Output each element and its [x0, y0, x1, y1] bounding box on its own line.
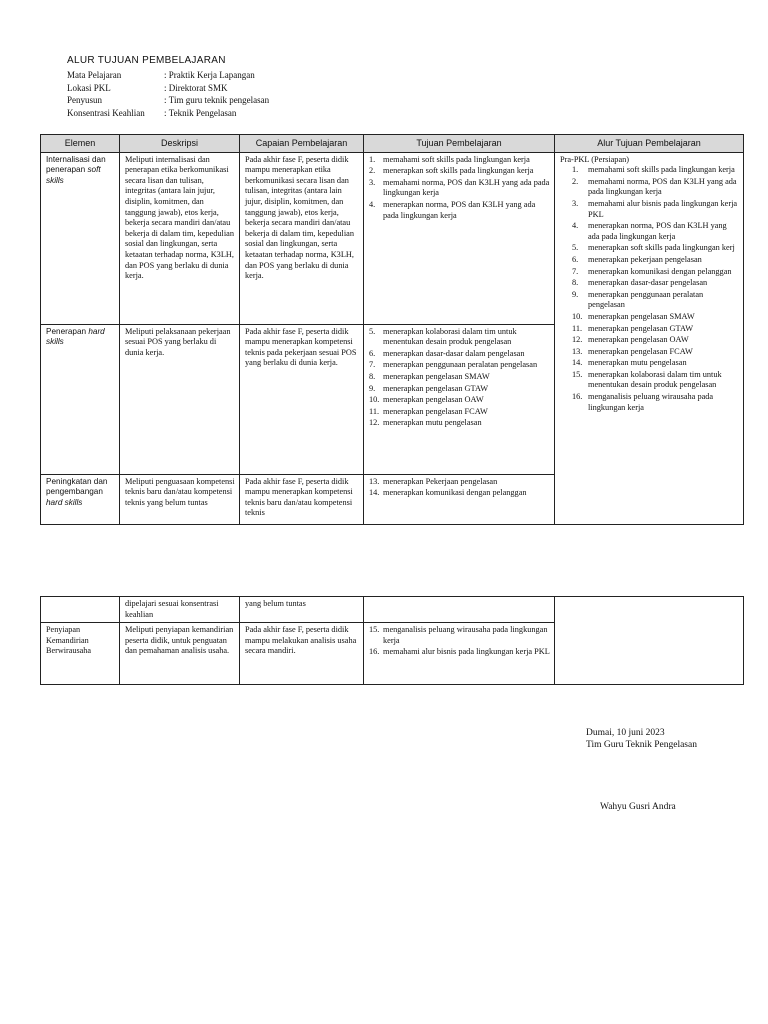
atp-cell [555, 152, 744, 524]
item-text: menerapkan penggunaan peralatan pengelasan [383, 360, 538, 370]
item-text: memahami alur bisnis pada lingkungan kerja PKL [588, 198, 738, 219]
item-number: 15. [572, 369, 583, 379]
learning-path-table [40, 134, 744, 525]
list-item [572, 335, 739, 346]
item-text: memahami soft skills pada lingkungan kerja [588, 165, 735, 175]
item-text: menerapkan penggunaan peralatan pengelasan [588, 289, 704, 310]
deskripsi-cell: Meliputi penyiapan kemandirian peserta didik, untuk penguatan dan pemahaman analisis usaha. [120, 623, 240, 685]
meta-key: Konsentrasi Keahlian [67, 107, 145, 118]
item-number: 12. [572, 335, 583, 345]
meta-row [67, 69, 269, 82]
deskripsi-cell: Meliputi penguasaan kompetensi teknis baru dan/atau kompetensi teknis yang belum tuntas [120, 474, 240, 524]
item-number: 10. [369, 395, 380, 405]
item-number: 9. [572, 289, 579, 299]
tujuan-list [369, 155, 550, 222]
meta-row [67, 107, 269, 120]
tujuan-cell [364, 623, 555, 685]
item-text: memahami norma, POS dan K3LH yang ada pada lingkungan kerja [588, 176, 737, 197]
meta-row [67, 82, 269, 95]
capaian-cell: yang belum tuntas [240, 597, 364, 623]
list-item [369, 647, 550, 658]
item-number: 16. [369, 647, 380, 657]
meta-value: Direktorat SMK [168, 82, 228, 93]
list-item [572, 290, 739, 311]
capaian-cell: Pada akhir fase F, peserta didik mampu menerapkan kompetensi teknis pada pekerjaan sesuai POS yang berlaku di dunia kerja. [240, 324, 364, 474]
list-item [369, 200, 550, 221]
item-number: 4. [572, 221, 579, 231]
item-number: 12. [369, 418, 380, 428]
item-number: 5. [572, 243, 579, 253]
header-capaian: Capaian Pembelajaran [240, 135, 364, 153]
header-deskripsi: Deskripsi [120, 135, 240, 153]
list-item [572, 324, 739, 335]
tujuan-list [369, 625, 550, 658]
deskripsi-cell: Meliputi pelaksanaan pekerjaan sesuai POS yang berlaku di dunia kerja. [120, 324, 240, 474]
list-item [572, 358, 739, 369]
list-item [369, 372, 550, 383]
list-item [369, 407, 550, 418]
list-item [572, 278, 739, 289]
item-text: menganalisis peluang wirausaha pada lingkungan kerja [588, 392, 714, 412]
list-item [572, 347, 739, 358]
item-text: menerapkan komunikasi dengan pelanggan [383, 488, 527, 498]
item-text: menerapkan kolaborasi dalam tim untuk menentukan desain produk pengelasan [383, 326, 517, 347]
item-number: 15. [369, 625, 380, 634]
list-item [572, 243, 739, 254]
list-item [572, 370, 739, 391]
signature-place-date: Dumai, 10 juni 2023 [586, 728, 665, 738]
table-row [41, 597, 744, 623]
meta-sep: : [164, 107, 167, 118]
item-text: menerapkan pengelasan GTAW [588, 323, 694, 333]
item-text: menerapkan pengelasan SMAW [588, 311, 695, 321]
meta-sep: : [164, 95, 167, 105]
meta-sep: : [164, 70, 167, 80]
item-text: memahami norma, POS dan K3LH yang ada pada lingkungan kerja [383, 177, 550, 198]
item-text: menerapkan pengelasan GTAW [383, 383, 489, 393]
elemen-text: Peningkatan dan pengembangan [46, 476, 108, 497]
item-number: 8. [369, 371, 376, 381]
list-item [572, 392, 739, 413]
item-text: menerapkan norma, POS dan K3LH yang ada pada lingkungan kerja [588, 221, 727, 241]
elemen-italic: soft skills [46, 165, 101, 185]
item-text: menganalisis peluang wirausaha pada lingkungan kerja [383, 625, 548, 645]
header-atp: Alur Tujuan Pembelajaran [555, 135, 744, 153]
list-item [369, 166, 550, 177]
item-number: 5. [369, 326, 376, 336]
elemen-text: Internalisasi dan penerapan [46, 154, 106, 175]
item-text: menerapkan Pekerjaan pengelasan [383, 476, 498, 486]
meta-key: Mata Pelajaran [67, 70, 122, 80]
meta-value: Teknik Pengelasan [168, 107, 237, 118]
list-item [369, 384, 550, 395]
item-text: menerapkan mutu pengelasan [383, 418, 482, 428]
item-number: 9. [369, 383, 376, 393]
meta-key: Penyusun [67, 95, 103, 105]
meta-value: Tim guru teknik pengelasan [168, 95, 270, 105]
atp-list [560, 165, 739, 413]
list-item [369, 477, 550, 488]
learning-path-table-continued [40, 596, 744, 685]
item-number: 1. [572, 165, 579, 175]
item-number: 10. [572, 311, 583, 321]
deskripsi-cell: Meliputi internalisasi dan penerapan etika berkomunikasi secara lisan dan tulisan, integritas (antara lain jujur, disiplin, komitmen, dan tanggung jawab), etos kerja, bekerja secara mandiri dan/atau bekerja di dalam tim, kepedulian sosial dan lingkungan, serta ketaatan terhadap norma, K3LH, dan POS yang berlaku di dunia kerja. [120, 152, 240, 324]
list-item [369, 488, 550, 499]
list-item [572, 221, 739, 242]
item-text: menerapkan dasar-dasar dalam pengelasan [383, 348, 525, 358]
meta-key: Lokasi PKL [67, 82, 111, 93]
item-text: menerapkan pengelasan FCAW [383, 406, 488, 416]
item-number: 11. [369, 406, 380, 416]
item-number: 16. [572, 392, 583, 402]
item-number: 1. [369, 154, 376, 164]
list-item [572, 255, 739, 266]
page-title: ALUR TUJUAN PEMBELAJARAN [67, 55, 226, 66]
item-number: 4. [369, 199, 376, 209]
item-number: 3. [369, 177, 376, 187]
item-number: 14. [369, 488, 380, 498]
elemen-text: Penerapan [46, 326, 87, 336]
elemen-cell [41, 474, 120, 524]
list-item [572, 165, 739, 176]
atp-cell [555, 597, 744, 685]
item-number: 7. [572, 266, 579, 276]
meta-sep: : [164, 82, 167, 93]
list-item [369, 418, 550, 429]
item-number: 8. [572, 278, 579, 288]
item-number: 13. [572, 346, 583, 356]
elemen-cell [41, 597, 120, 623]
signature-name: Wahyu Gusri Andra [600, 802, 676, 812]
list-item [369, 360, 550, 371]
item-number: 13. [369, 476, 380, 486]
tujuan-list [369, 477, 550, 499]
list-item [369, 327, 550, 348]
item-number: 6. [572, 254, 579, 264]
item-number: 2. [572, 176, 579, 186]
item-text: memahami alur bisnis pada lingkungan kerja PKL [383, 647, 550, 657]
list-item [369, 155, 550, 166]
capaian-cell: Pada akhir fase F, peserta didik mampu menerapkan etika berkomunikasi secara lisan dan tulisan, integritas (antara lain jujur, disiplin, komitmen, dan tanggung jawab), etos kerja, bekerja secara mandiri dan/atau bekerja di dalam tim, kepedulian sosial dan lingkungan, serta ketaatan terhadap norma, K3LH, dan POS yang berlaku di dunia kerja. [240, 152, 364, 324]
document-meta [67, 69, 269, 119]
list-item [369, 395, 550, 406]
item-text: menerapkan komunikasi dengan pelanggan [588, 266, 732, 276]
list-item [369, 178, 550, 199]
item-text: menerapkan norma, POS dan K3LH yang ada pada lingkungan kerja [383, 199, 536, 220]
capaian-cell: Pada akhir fase F, peserta didik mampu menerapkan kompetensi teknis baru dan/atau kompetensi teknis [240, 474, 364, 524]
item-number: 11. [572, 323, 583, 333]
meta-row [67, 94, 269, 107]
item-text: menerapkan pengelasan SMAW [383, 371, 490, 381]
meta-value: Praktik Kerja Lapangan [168, 70, 255, 80]
item-text: menerapkan kolaborasi dalam tim untuk menentukan desain produk pengelasan [588, 369, 722, 390]
item-number: 7. [369, 360, 376, 370]
header-elemen: Elemen [41, 135, 120, 153]
item-number: 2. [369, 166, 376, 176]
deskripsi-cell: dipelajari sesuai konsentrasi keahlian [120, 597, 240, 623]
list-item [369, 349, 550, 360]
elemen-cell [41, 152, 120, 324]
list-item [369, 625, 550, 646]
atp-intro: Pra-PKL (Persiapan) [560, 154, 630, 164]
list-item [572, 312, 739, 323]
item-text: menerapkan dasar-dasar pengelasan [588, 278, 708, 288]
tujuan-list [369, 327, 550, 429]
list-item [572, 177, 739, 198]
item-text: memahami soft skills pada lingkungan kerja [383, 154, 530, 164]
signature-team: Tim Guru Teknik Pengelasan [586, 740, 697, 750]
elemen-italic: hard skills [46, 497, 83, 507]
item-text: menerapkan soft skills pada lingkungan kerja [383, 166, 534, 176]
item-number: 3. [572, 198, 579, 208]
table-row [41, 152, 744, 324]
elemen-cell: Penyiapan Kemandirian Berwirausaha [41, 623, 120, 685]
item-text: menerapkan pengelasan OAW [588, 335, 689, 345]
item-number: 14. [572, 358, 583, 368]
tujuan-cell [364, 152, 555, 324]
item-text: menerapkan pengelasan OAW [383, 395, 484, 405]
item-text: menerapkan pekerjaan pengelasan [588, 254, 702, 264]
list-item [572, 267, 739, 278]
table-header-row [41, 135, 744, 153]
elemen-italic: hard skills [46, 326, 105, 347]
elemen-cell [41, 324, 120, 474]
item-text: menerapkan mutu pengelasan [588, 358, 687, 368]
tujuan-cell [364, 597, 555, 623]
tujuan-cell [364, 324, 555, 474]
tujuan-cell [364, 474, 555, 524]
header-tujuan: Tujuan Pembelajaran [364, 135, 555, 153]
item-number: 6. [369, 348, 376, 358]
item-text: menerapkan soft skills pada lingkungan kerj [588, 243, 735, 253]
list-item [572, 199, 739, 220]
capaian-cell: Pada akhir fase F, peserta didik mampu melakukan analisis usaha secara mandiri. [240, 623, 364, 685]
item-text: menerapkan pengelasan FCAW [588, 346, 693, 356]
